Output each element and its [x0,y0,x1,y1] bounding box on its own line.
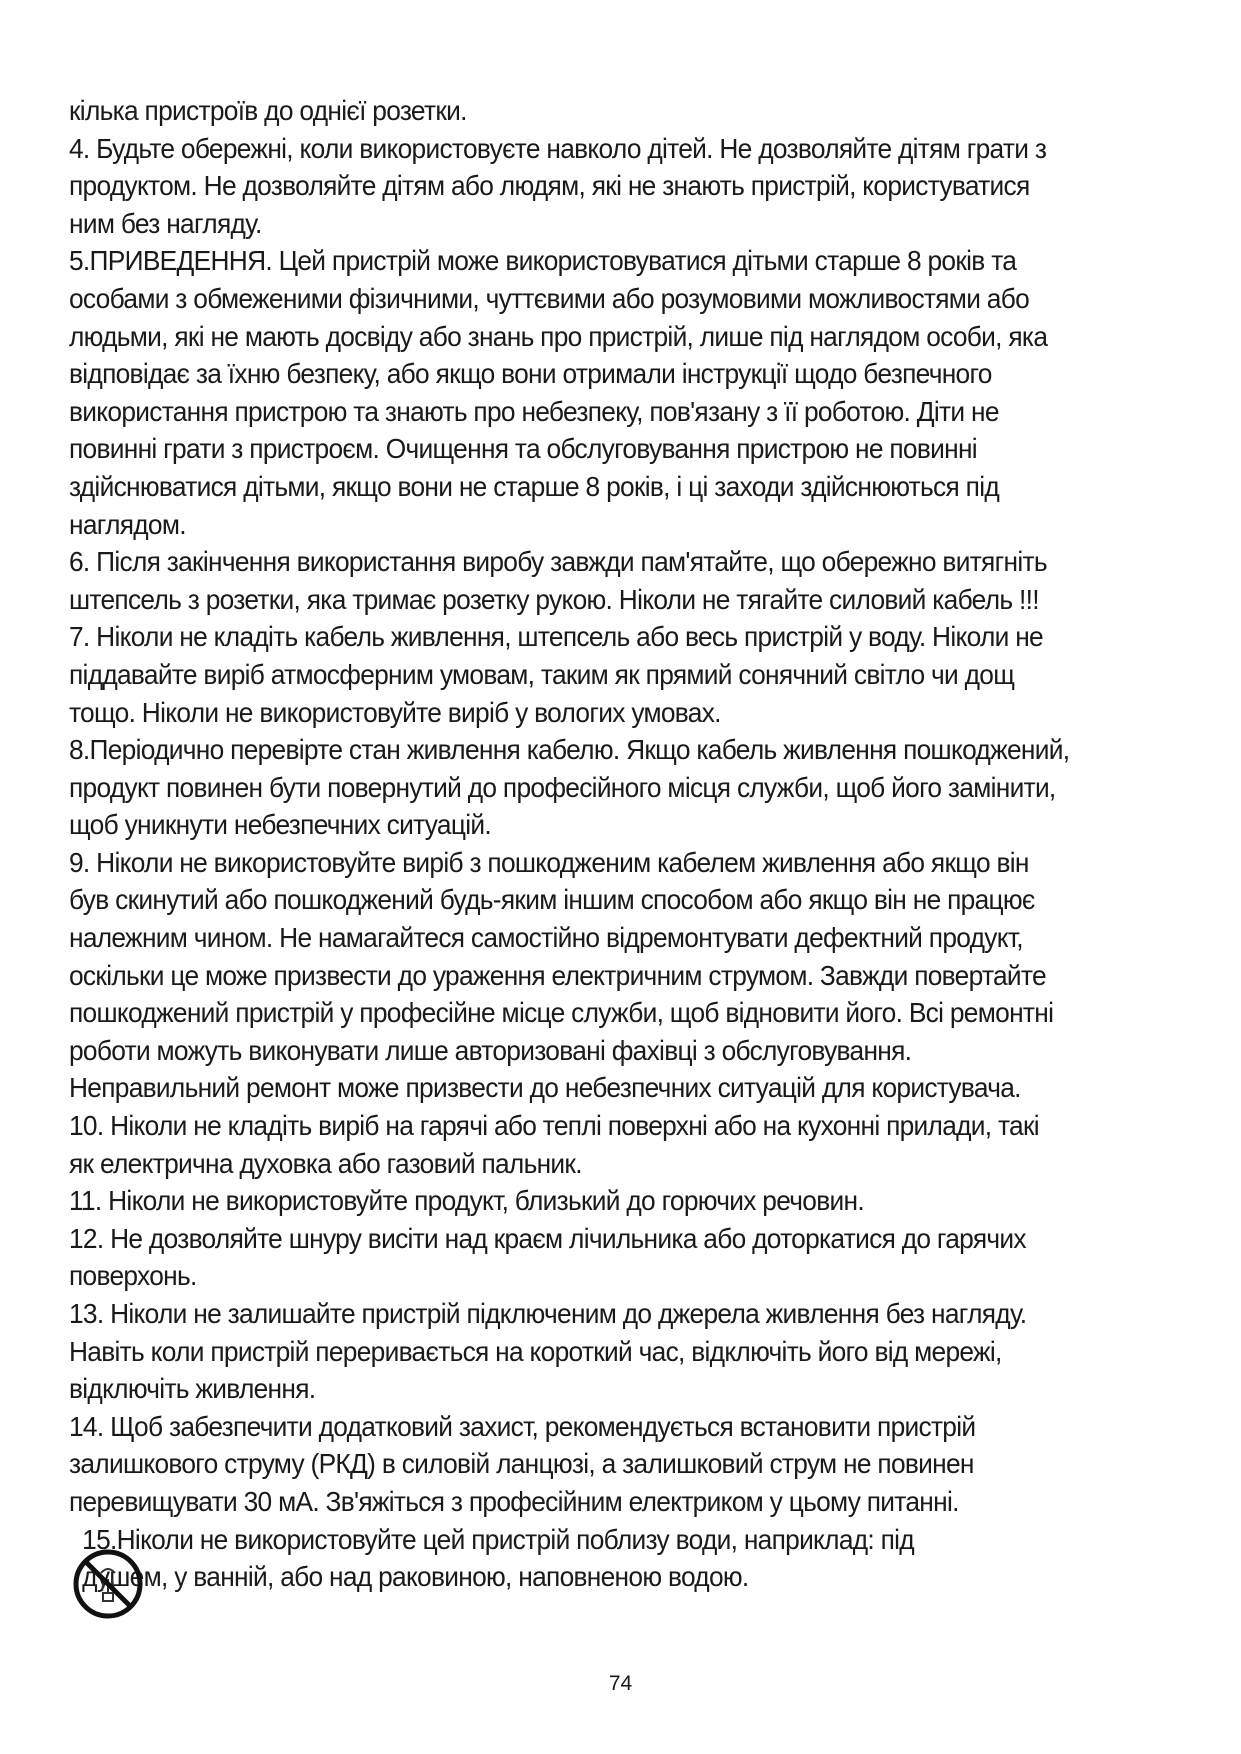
text-line: 14. Щоб забезпечити додатковий захист, рекомендується встановити пристрій [69,1410,976,1442]
text-line: належним чином. Не намагайтеся самостійно відремонтувати дефектний продукт, [69,922,1023,954]
text-line: роботи можуть виконувати лише авторизовані фахівці з обслуговування. [69,1034,912,1066]
page-number: 74 [608,1672,633,1695]
text-line: відключіть живлення. [69,1373,316,1405]
text-line: 15.Ніколи не використовуйте цей пристрій поблизу води, наприклад: під [82,1523,914,1555]
text-line: Неправильний ремонт може призвести до небезпечних ситуацій для користувача. [69,1072,1021,1104]
text-line: людьми, які не мають досвіду або знань про пристрій, лише під наглядом особи, яка [69,320,1048,352]
no-water-shower-icon [71,1547,145,1621]
text-line: перевищувати 30 мА. Зв'яжіться з професійним електриком у цьому питанні. [69,1485,959,1517]
text-line: залишкового струму (РКД) в силовій ланцюзі, а залишковий струм не повинен [69,1448,974,1480]
text-line: щоб уникнути небезпечних ситуацій. [69,809,491,841]
text-line: штепсель з розетки, яка тримає розетку рукою. Ніколи не тягайте силовий кабель !!! [69,583,1039,615]
text-line: був скинутий або пошкоджений будь-яким іншим способом або якщо він не працює [69,884,1035,916]
text-line: тощо. Ніколи не використовуйте виріб у вологих умовах. [69,696,721,728]
text-line: здійснюватися дітьми, якщо вони не старше 8 років, і ці заходи здійснюються під [69,470,999,502]
text-line: кілька пристроїв до однієї розетки. [69,95,467,126]
text-line: 5.ПРИВЕДЕННЯ. Цей пристрій може використовуватися дітьми старше 8 років та [69,245,1017,277]
text-line: 10. Ніколи не кладіть виріб на гарячі або теплі поверхні або на кухонні прилади, такі [69,1110,1039,1142]
text-line: 4. Будьте обережні, коли використовуєте навколо дітей. Не дозволяйте дітям грати з [69,132,1047,164]
text-line: наглядом. [69,508,186,540]
text-line: повинні грати з пристроєм. Очищення та обслуговування пристрою не повинні [69,433,977,465]
text-line: ним без нагляду. [69,207,262,239]
text-line: 9. Ніколи не використовуйте виріб з пошкодженим кабелем живлення або якщо він [69,846,1029,878]
text-line: продукт повинен бути повернутий до професійного місця служби, щоб його замінити, [69,771,1056,803]
text-line: пошкоджений пристрій у професійне місце служби, щоб відновити його. Всі ремонтні [69,997,1054,1029]
text-line: як електрична духовка або газовий пальник. [69,1147,582,1179]
text-line: душем, у ванній, або над раковиною, наповненою водою. [82,1561,749,1593]
text-line: 11. Ніколи не використовуйте продукт, близький до горючих речовин. [69,1185,864,1217]
text-line: 7. Ніколи не кладіть кабель живлення, штепсель або весь пристрій у воду. Ніколи не [69,621,1043,653]
text-line: поверхонь. [69,1260,197,1292]
text-line: використання пристрою та знають про небезпеку, пов'язану з її роботою. Діти не [69,395,999,427]
text-line: відповідає за їхню безпеку, або якщо вони отримали інструкції щодо безпечного [69,358,992,390]
text-line: продуктом. Не дозволяйте дітям або людям, які не знають пристрій, користуватися [69,170,1030,202]
text-line: піддавайте виріб атмосферним умовам, таким як прямий сонячний світло чи дощ [69,658,1015,690]
text-line: 6. Після закінчення використання виробу завжди пам'ятайте, що обережно витягніть [69,546,1047,578]
document-body [69,92,1179,1596]
text-line: оскільки це може призвести до ураження електричним струмом. Завжди повертайте [69,959,1046,991]
text-line: 8.Періодично перевірте стан живлення кабелю. Якщо кабель живлення пошкоджений, [69,734,1070,766]
text-line: особами з обмеженими фізичними, чуттєвими або розумовими можливостями або [69,282,1030,314]
text-line: 12. Не дозволяйте шнуру висіти над краєм лічильника або доторкатися до гарячих [69,1222,1026,1254]
text-line: 13. Ніколи не залишайте пристрій підключеним до джерела живлення без нагляду. [69,1298,1027,1329]
text-line: Навіть коли пристрій переривається на короткий час, відключіть його від мережі, [69,1335,1002,1367]
